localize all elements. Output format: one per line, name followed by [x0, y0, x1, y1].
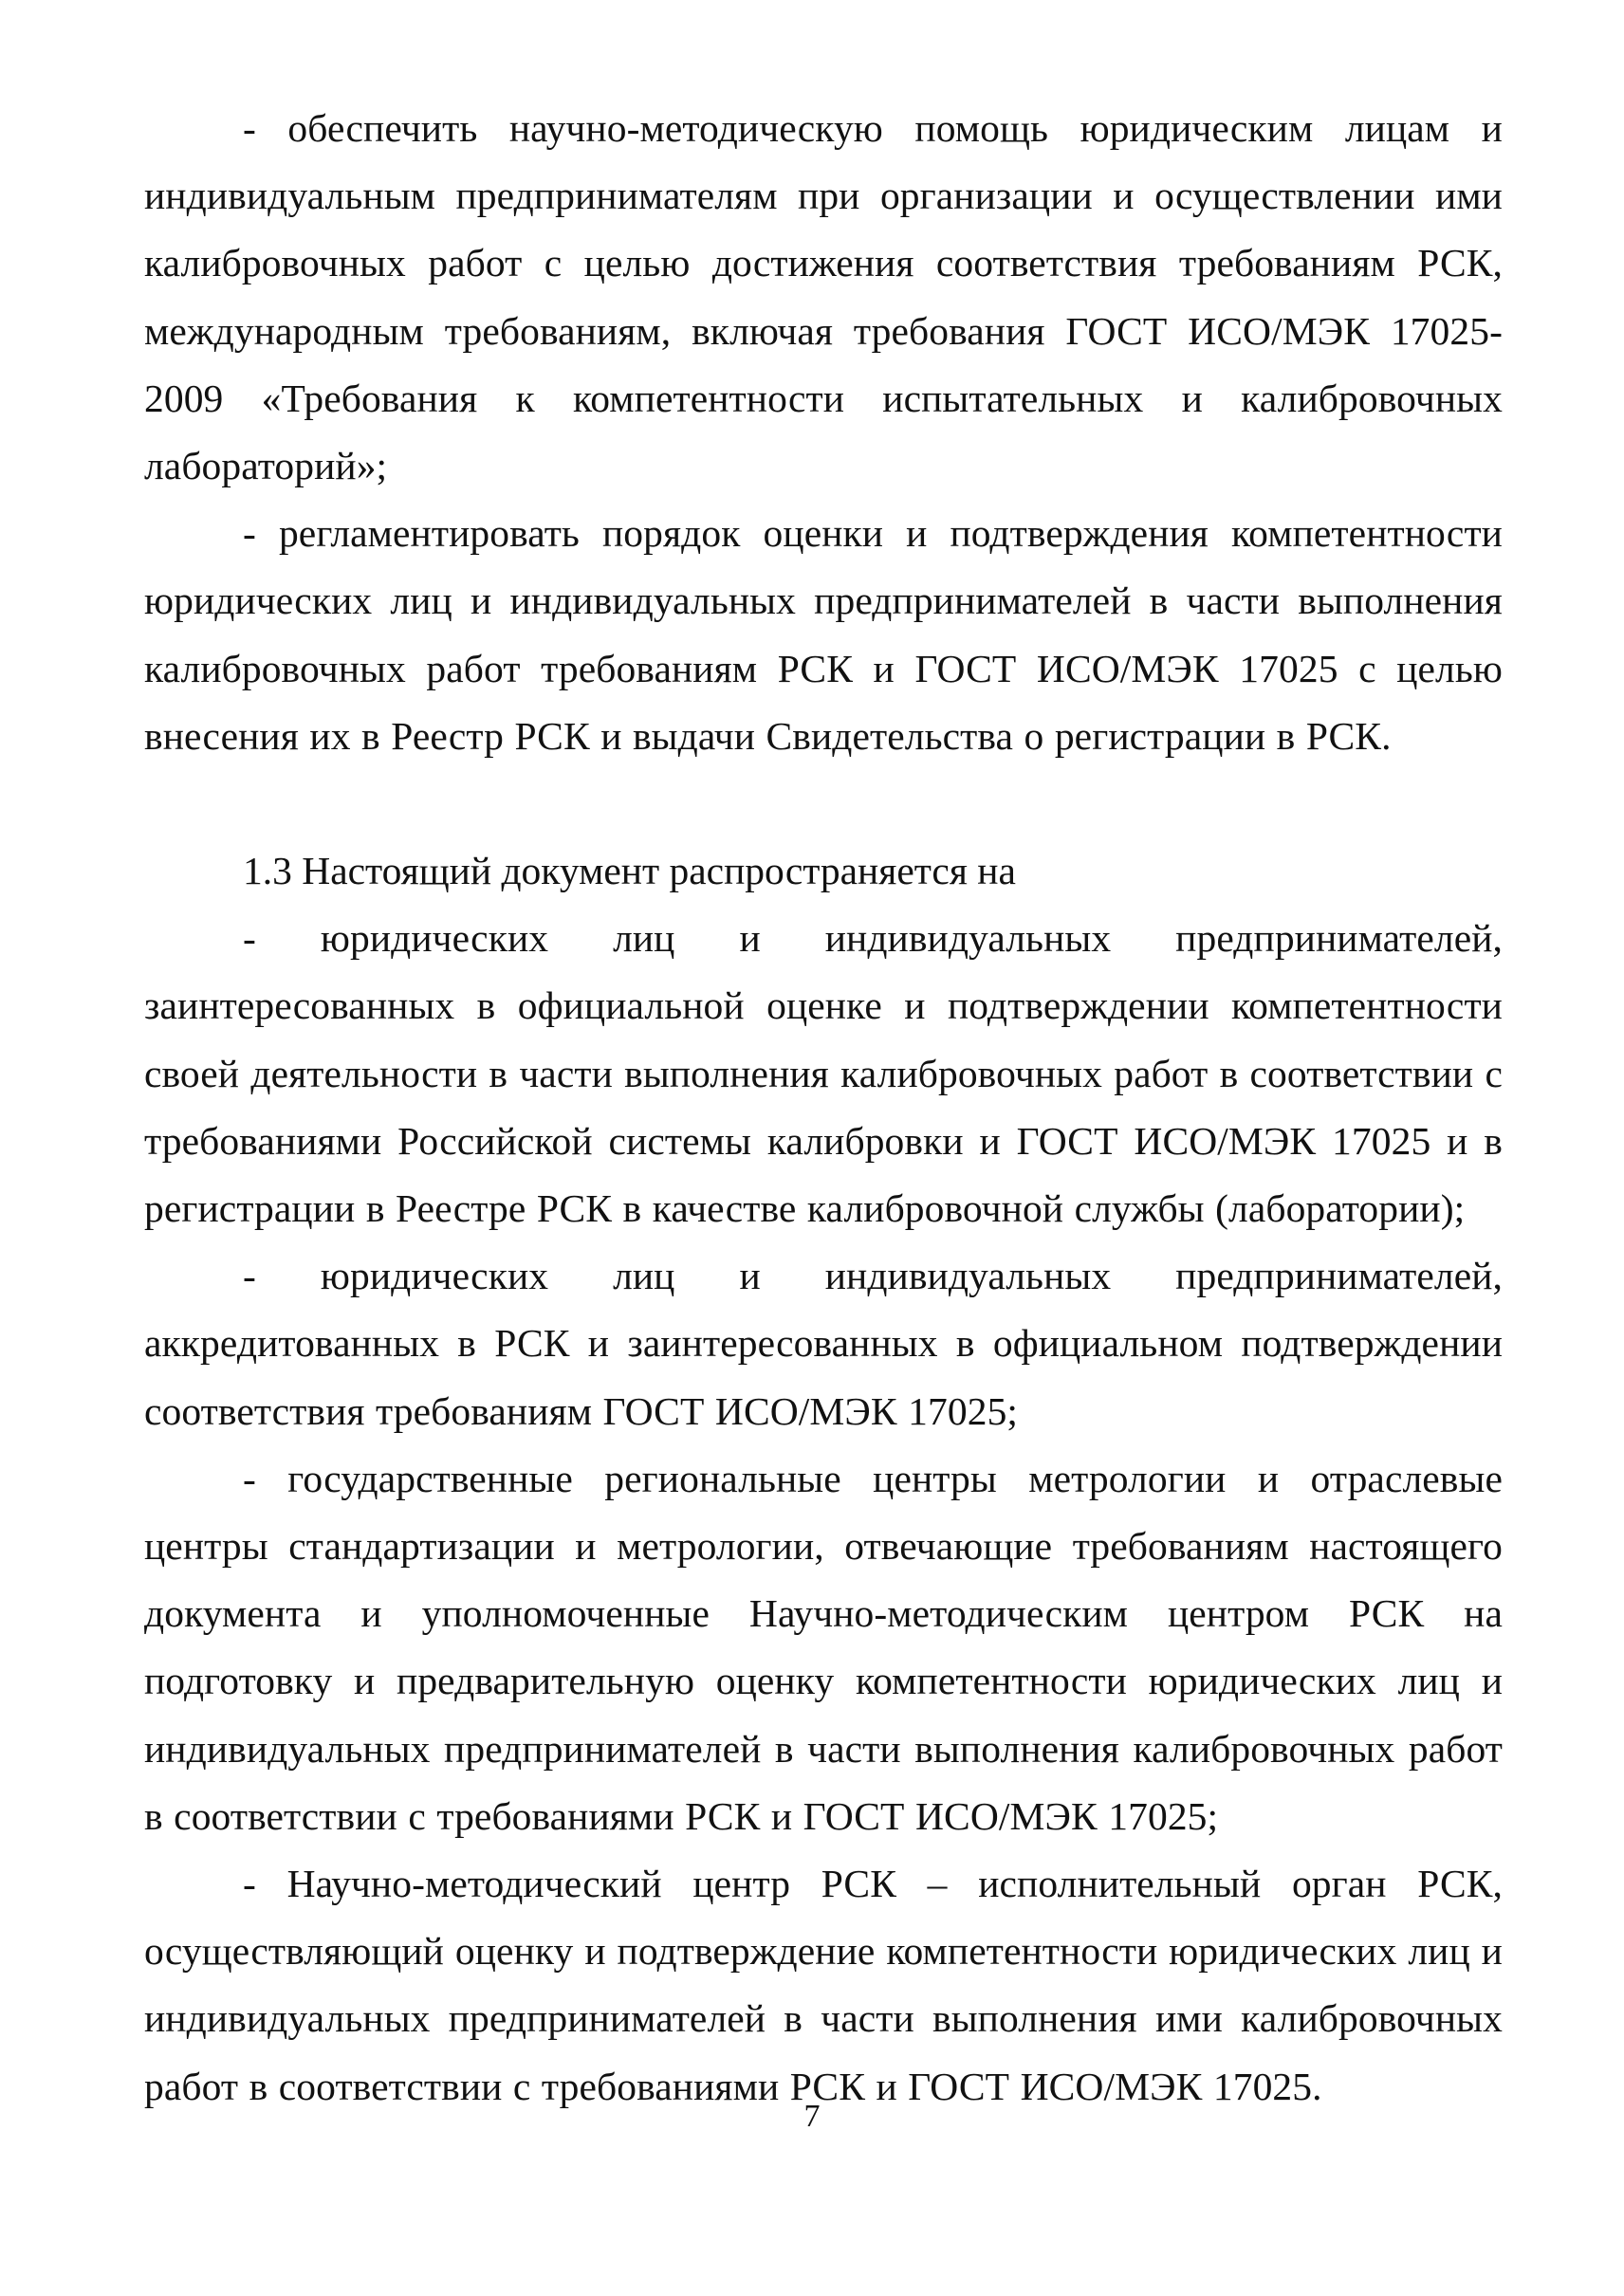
paragraph-scope-regional-centers: - государственные региональные центры метрологии и отраслевые центры стандартизации и метрологии, отвечающие требованиям настоящего документа и уполномоченные Научно-методическим центром РСК на подготовку и предварительную оценку компетентности юридических лиц и индивидуальных предпринимателей в части выполнения калибровочных работ в соответствии с требованиями РСК и ГОСТ ИСО/МЭК 17025; [144, 1456, 1503, 1838]
paragraph-scientific-assistance: - обеспечить научно-методическую помощь юридическим лицам и индивидуальным предпринимателям при организации и осуществлении ими калибровочных работ с целью достижения соответствия требованиям РСК, международным требованиям, включая требования ГОСТ ИСО/МЭК 17025-2009 «Требования к компетентности испытательных и калибровочных лабораторий»; [144, 106, 1503, 488]
paragraph-scope-methodical-center: - Научно-методический центр РСК – исполнительный орган РСК, осуществляющий оценку и подтверждение компетентности юридических лиц и индивидуальных предпринимателей в части выполнения ими калибровочных работ в соответствии с требованиями РСК и ГОСТ ИСО/МЭК 17025. [144, 1862, 1503, 2108]
document-page [144, 95, 1503, 2121]
paragraph-scope-accredited-entities: - юридических лиц и индивидуальных предпринимателей, аккредитованных в РСК и заинтересованных в официальном подтверждении соответствия требованиям ГОСТ ИСО/МЭК 17025; [144, 1254, 1503, 1433]
paragraph-regulate-procedure: - регламентировать порядок оценки и подтверждения компетентности юридических лиц и индивидуальных предпринимателей в части выполнения калибровочных работ требованиям РСК и ГОСТ ИСО/МЭК 17025 с целью внесения их в Реестр РСК и выдачи Свидетельства о регистрации в РСК. [144, 511, 1503, 758]
section-heading-1-3: 1.3 Настоящий документ распространяется на [243, 849, 1016, 893]
page-number: 7 [803, 2099, 821, 2134]
paragraph-scope-legal-entities: - юридических лиц и индивидуальных предпринимателей, заинтересованных в официальной оценке и подтверждении компетентности своей деятельности в части выполнения калибровочных работ в соответствии с требованиями Российской системы калибровки и ГОСТ ИСО/МЭК 17025 и в регистрации в Реестре РСК в качестве калибровочной службы (лаборатории); [144, 916, 1503, 1231]
